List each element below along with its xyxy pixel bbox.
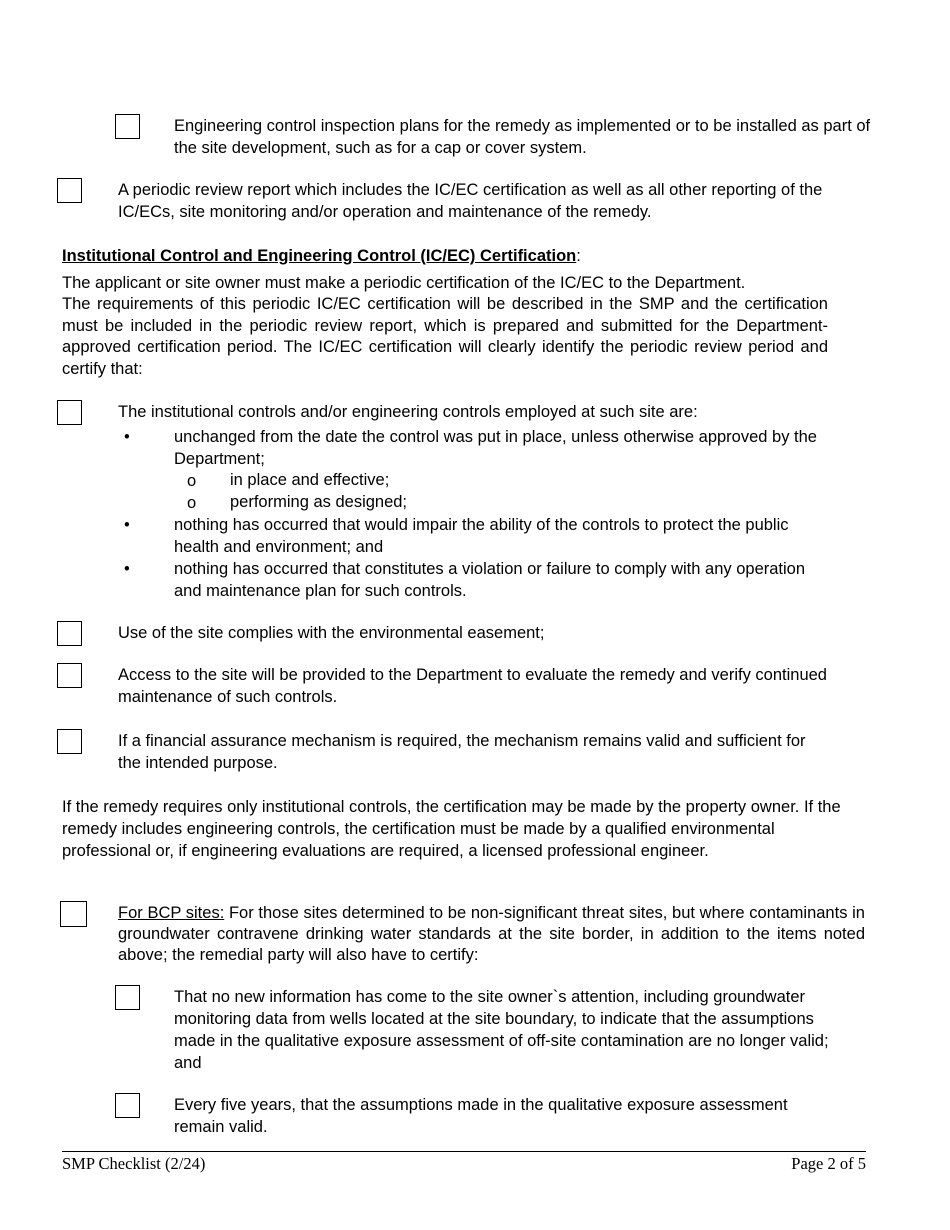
sub-bullet-1-text: in place and effective; — [230, 471, 390, 489]
sub-bullet-2-marker: o — [187, 494, 197, 512]
periodic-review-text: A periodic review report which includes the IC/EC certification as well as all other reporting of the IC/ECs, site monitoring and/or operation and maintenance of the remedy. — [118, 181, 823, 221]
checkbox-periodic-review[interactable] — [57, 178, 82, 203]
checkbox-bcp-sites[interactable] — [60, 901, 87, 927]
engineering-inspection-text: Engineering control inspection plans for the remedy as implemented or to be installed as part of the site development, such as for a cap or cover system. — [174, 117, 871, 157]
access-text: Access to the site will be provided to the Department to evaluate the remedy and verify continued maintenance of such controls. — [118, 666, 827, 706]
bcp-text: For those sites determined to be non-significant threat sites, but where contaminants in groundwater contravene drinking water standards at the site border, in addition to the items noted above; the remedial party will also have to certify: — [118, 904, 865, 964]
checkbox-easement[interactable] — [57, 621, 82, 646]
checkbox-no-new-info[interactable] — [115, 985, 140, 1010]
easement-text: Use of the site complies with the environmental easement; — [118, 624, 545, 642]
intro-line-1: The applicant or site owner must make a periodic certification of the IC/EC to the Department. — [62, 274, 746, 292]
bcp-label: For BCP sites: — [118, 904, 225, 922]
bullet-2-text: nothing has occurred that would impair the ability of the controls to protect the public health and environment; and — [174, 516, 789, 556]
checkbox-five-years[interactable] — [115, 1093, 140, 1118]
footer-left: SMP Checklist (2/24) — [62, 1154, 206, 1173]
checkbox-financial[interactable] — [57, 729, 82, 754]
no-new-info-text: That no new information has come to the site owner`s attention, including groundwater monitoring data from wells located at the site boundary, to indicate that the assumptions made in the qualitative exposure assessment of off-site contamination are no longer valid; and — [174, 988, 829, 1072]
bullet-1-marker: • — [124, 428, 130, 446]
footer-page-number: Page 2 of 5 — [791, 1154, 866, 1173]
footer-rule — [62, 1151, 866, 1152]
bullet-3-text: nothing has occurred that constitutes a violation or failure to comply with any operation and maintenance plan for such controls. — [174, 560, 806, 600]
bullet-1-text: unchanged from the date the control was put in place, unless otherwise approved by the Department; — [174, 428, 817, 468]
section-heading-colon: : — [576, 247, 581, 265]
five-years-text: Every five years, that the assumptions made in the qualitative exposure assessment remain valid. — [174, 1096, 788, 1136]
controls-lead-text: The institutional controls and/or engineering controls employed at such site are: — [118, 403, 698, 421]
section-heading-text: Institutional Control and Engineering Control (IC/EC) Certification — [62, 247, 577, 265]
financial-text: If a financial assurance mechanism is required, the mechanism remains valid and sufficient for the intended purpose. — [118, 732, 806, 772]
certification-paragraph: If the remedy requires only institutional controls, the certification may be made by the property owner. If the remedy includes engineering controls, the certification must be made by a qualified environmental professional or, if engineering evaluations are required, a licensed professional engineer. — [62, 798, 841, 860]
bcp-paragraph — [118, 903, 865, 966]
bullet-3-marker: • — [124, 560, 130, 578]
checkbox-engineering-inspection[interactable] — [115, 114, 140, 139]
checkbox-controls-employed[interactable] — [57, 400, 82, 425]
checkbox-access[interactable] — [57, 663, 82, 688]
bullet-2-marker: • — [124, 516, 130, 534]
intro-paragraph: The requirements of this periodic IC/EC certification will be described in the SMP and the certification must be included in the periodic review report, which is prepared and submitted for the Department-approved certification period. The IC/EC certification will clearly identify the periodic review period and certify that: — [62, 295, 828, 378]
section-heading — [62, 245, 581, 267]
sub-bullet-1-marker: o — [187, 472, 197, 490]
sub-bullet-2-text: performing as designed; — [230, 493, 408, 511]
